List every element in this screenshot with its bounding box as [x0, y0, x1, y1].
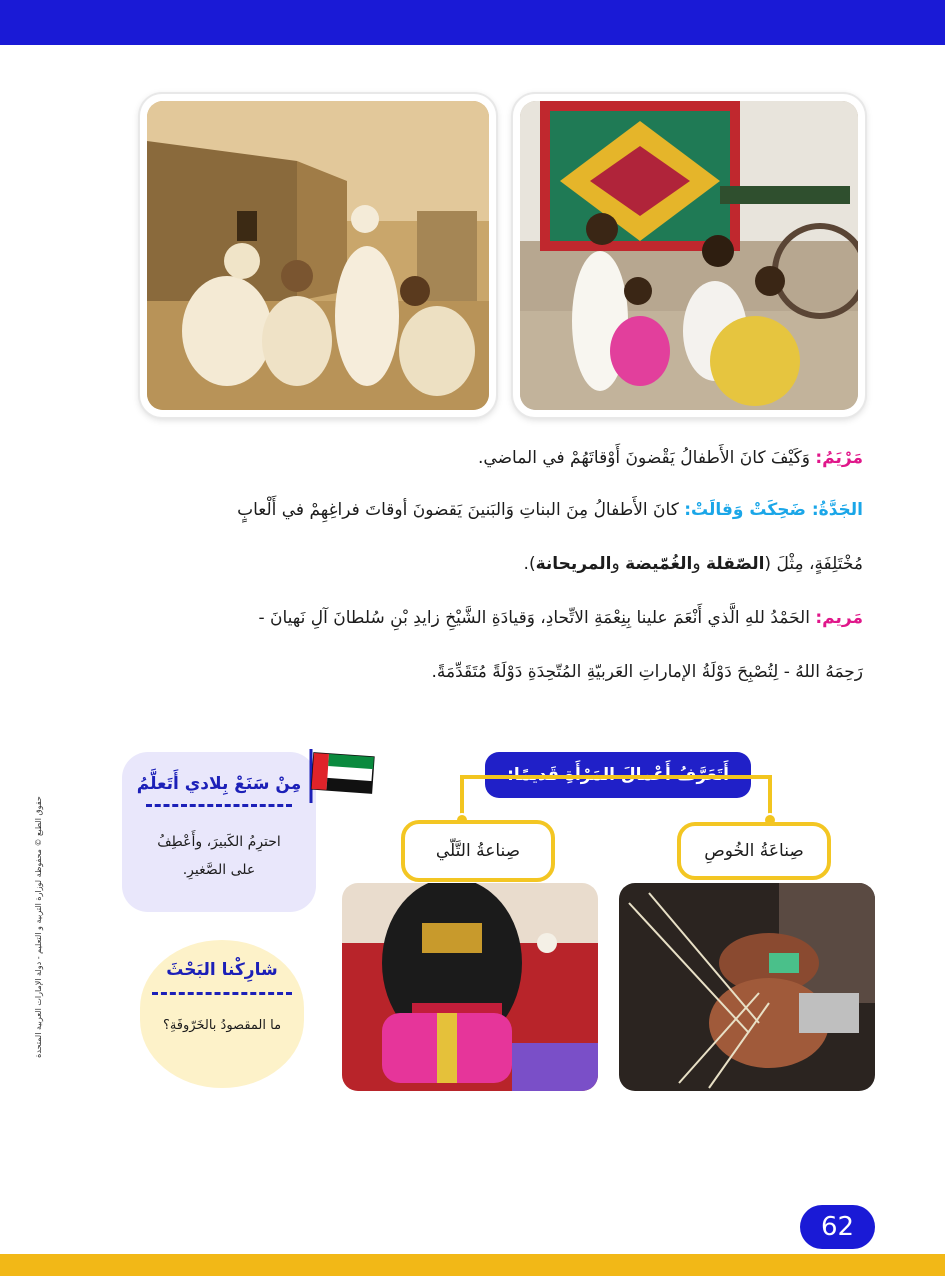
dialogue-line-5 — [190, 660, 863, 684]
dialogue-line-3 — [190, 552, 863, 576]
line-text: ). — [523, 554, 536, 574]
research-card-question: ما المقصودُ بالخَرّوفَةِ؟ — [162, 1018, 282, 1033]
children-heritage-image — [520, 101, 858, 410]
talli-craft-image — [342, 883, 598, 1091]
craft-talli-label — [401, 820, 555, 882]
tree-connector — [460, 775, 772, 779]
uae-flag-icon — [303, 745, 377, 803]
line-text: وَكَيْفَ كانَ الأَطفالُ يَقْضونَ أَوْقاتَهُمْ في الماضي. — [478, 448, 816, 468]
values-card-line: على الصَّغيرِ. — [182, 862, 256, 878]
khoos-craft-image — [619, 883, 875, 1091]
speaker-maryam: مَريم: — [815, 608, 863, 628]
divider — [146, 804, 292, 807]
values-card-body — [130, 828, 308, 884]
dialogue-line-4 — [170, 606, 863, 630]
bottom-color-bar — [0, 1254, 945, 1276]
speaker-maryam: مَرْيَمُ: — [815, 448, 863, 468]
game-name: المريحانة — [535, 554, 612, 574]
research-card — [140, 940, 304, 1088]
page-number: 62 — [800, 1205, 875, 1249]
craft-talli-text: صِناعةُ التَّلّي — [435, 841, 521, 861]
craft-khoos-label — [677, 822, 831, 880]
values-card — [122, 752, 316, 912]
values-card-line: احترِمُ الكَبيرَ، وأَعْطِفُ — [157, 834, 281, 850]
boys-playing-image — [147, 101, 489, 410]
photo-boys-playing — [140, 94, 496, 417]
speaker-grandmother: الجَدَّةُ: ضَحِكَتْ وَقالَتْ: — [684, 500, 863, 520]
research-card-heading: شارِكْنا البَحْثَ — [166, 960, 278, 980]
values-card-heading: مِنْ سَنَعْ بِلادي أَتَعلَّمُ — [136, 774, 302, 794]
line-text: كانَ الأَطفالُ مِنَ البناتِ وَالبَنينَ يَقضونَ أوقاتَ فراغِهِمْ في أَلْعابٍ — [237, 500, 685, 520]
line-text: مُخْتَلِفَةٍ، مِثْلَ ( — [764, 554, 863, 574]
line-text: و — [692, 554, 706, 574]
craft-khoos-text: صِناعَةُ الخُوصِ — [704, 841, 804, 861]
copyright-text: حقوق الطبع © محفوظة لوزارة التربية و التعليم - دولة الإمارات العربية المتحدة — [34, 796, 43, 1058]
photo-children-heritage — [513, 94, 865, 417]
divider — [152, 992, 292, 995]
line-text: الحَمْدُ للهِ الَّذي أَنْعَمَ علينا بِنِعْمَةِ الاتِّحادِ، وَقيادَةِ الشَّيْخِ زايدِ بْنِ سُلطانَ آلِ نَهيانَ - — [258, 608, 816, 628]
game-name: الصّقلة — [705, 554, 765, 574]
photo-khoos-craft — [619, 883, 875, 1091]
photo-talli-craft — [342, 883, 598, 1091]
game-name: الغُمّيضة — [625, 554, 693, 574]
top-color-bar — [0, 0, 945, 45]
dialogue-line-1 — [190, 446, 863, 470]
line-text: و — [611, 554, 626, 574]
line-text: رَحِمَهُ اللهُ - لِتُصْبِحَ دَوْلَةُ الإماراتِ العَربيّةِ المُتّحِدَةِ دَوْلَةً مُتَقَدِّمَةً. — [431, 662, 863, 682]
dialogue-line-2 — [175, 498, 863, 522]
